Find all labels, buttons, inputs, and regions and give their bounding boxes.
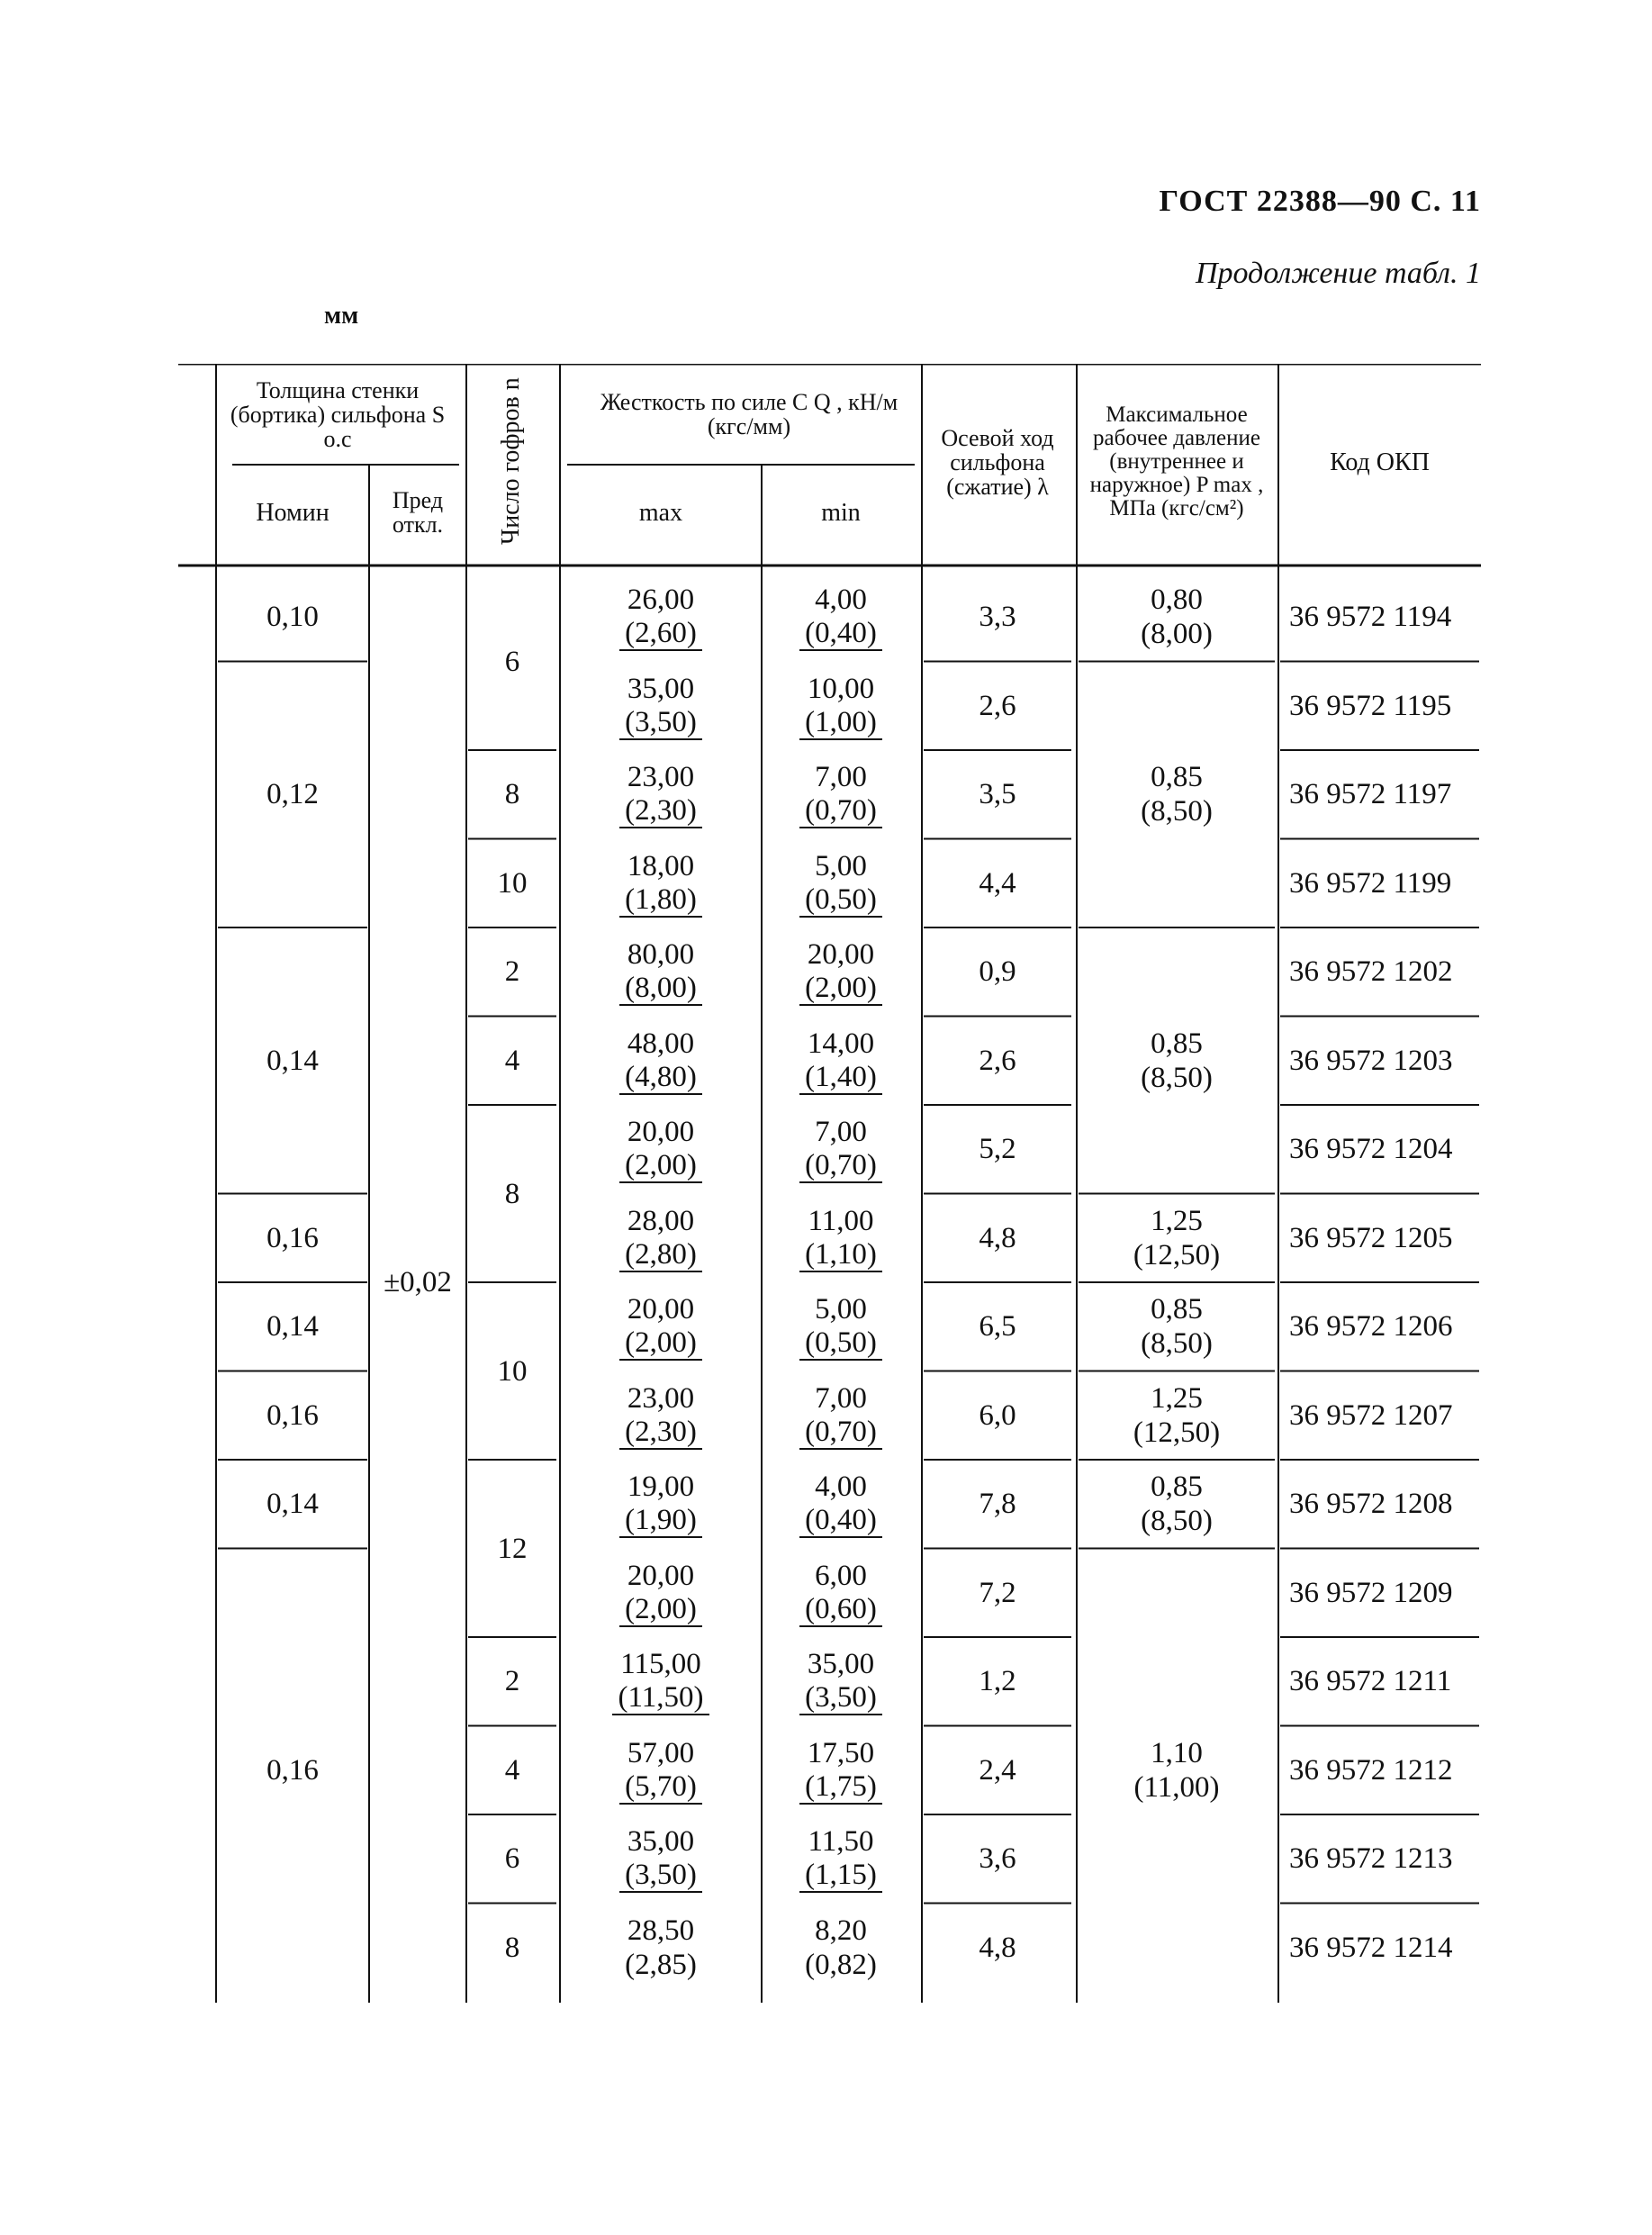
okp-code-value: 36 9572 1203	[1289, 1044, 1453, 1077]
stiffness-max-kgs: (1,80)	[619, 883, 702, 918]
axial-stroke-cell	[922, 1726, 1073, 1815]
axial-stroke-value: 4,8	[979, 1931, 1016, 1964]
okp-code-value: 36 9572 1199	[1289, 866, 1452, 900]
stiffness-max-kgs: (1,90)	[619, 1504, 702, 1538]
axial-stroke-value: 4,4	[979, 866, 1016, 900]
stiffness-max-value: 20,00	[627, 1116, 695, 1149]
corrugation-count-value: 6	[504, 1842, 520, 1876]
stiffness-max-cell	[560, 1460, 762, 1549]
stiffness-min-cell	[762, 662, 920, 751]
pressure-mpa: 1,10	[1151, 1736, 1203, 1769]
pressure-cell	[1077, 1371, 1277, 1461]
corrugation-count-cell	[466, 839, 558, 928]
axial-stroke-value: 7,2	[979, 1576, 1016, 1609]
corrugation-count-value: 2	[504, 1665, 520, 1698]
okp-code-cell	[1278, 750, 1492, 839]
stiffness-max-cell	[560, 927, 762, 1017]
stiffness-max-kgs: (2,00)	[619, 1149, 702, 1183]
thickness-nominal-cell	[216, 1194, 369, 1283]
stiffness-min-value: 7,00	[815, 761, 867, 794]
axial-stroke-cell	[922, 1460, 1073, 1549]
thickness-nominal-value: 0,14	[266, 1044, 319, 1077]
tolerance-header	[369, 465, 466, 560]
axial-stroke-cell	[922, 927, 1073, 1017]
max-header-text: max	[638, 498, 683, 527]
stiffness-header-text: Жесткость по силе C Q , кН/м (кгс/мм)	[600, 389, 898, 439]
stiffness-max-cell	[560, 573, 762, 662]
okp-code-cell	[1278, 1017, 1492, 1106]
thickness-nominal-cell	[216, 573, 369, 662]
pressure-cell	[1077, 1194, 1277, 1283]
okp-code-value: 36 9572 1207	[1289, 1398, 1453, 1432]
pressure-kgs: (12,50)	[1133, 1416, 1221, 1449]
okp-code-cell	[1278, 1460, 1492, 1549]
stiffness-min-value: 4,00	[815, 1470, 867, 1504]
stiffness-min-kgs: (1,75)	[799, 1770, 882, 1805]
thickness-nominal-value: 0,10	[266, 601, 319, 634]
stiffness-min-kgs: (1,15)	[799, 1859, 882, 1893]
stiffness-max-kgs: (11,50)	[612, 1681, 709, 1715]
thickness-nominal-value: 0,14	[266, 1310, 319, 1344]
stiffness-min-value: 5,00	[815, 849, 867, 882]
stiffness-min-kgs: (0,70)	[799, 794, 882, 828]
tolerance-header-text: Пред откл.	[392, 487, 444, 538]
stiffness-min-kgs: (1,00)	[799, 706, 882, 740]
corrugation-count-cell	[466, 927, 558, 1017]
pressure-header-text: Максимальное рабочее давление (внутреннее и наружное) P max , МПа (кгс/см²)	[1089, 403, 1264, 520]
stiffness-max-cell	[560, 1371, 762, 1461]
okp-code-cell	[1278, 839, 1492, 928]
pressure-cell	[1077, 1282, 1277, 1371]
stiffness-max-cell	[560, 1017, 762, 1106]
corrugation-count-value: 8	[504, 778, 520, 811]
stiffness-max-cell	[560, 662, 762, 751]
pressure-kgs: (8,50)	[1141, 1505, 1213, 1538]
stiffness-max-cell	[560, 750, 762, 839]
axial-stroke-cell	[922, 1105, 1073, 1194]
stiffness-min-cell	[762, 1814, 920, 1904]
okp-header	[1278, 364, 1481, 560]
stiffness-min-kgs: (0,40)	[799, 617, 882, 651]
stiffness-min-kgs: (0,60)	[799, 1593, 882, 1627]
corrugation-count-cell	[466, 1726, 558, 1815]
stiffness-min-cell	[762, 1637, 920, 1726]
stiffness-max-kgs: (2,85)	[625, 1948, 697, 1981]
stiffness-min-kgs: (0,70)	[799, 1416, 882, 1450]
stiffness-max-cell	[560, 839, 762, 928]
stiffness-max-kgs: (2,60)	[619, 617, 702, 651]
corrugation-count-value: 6	[504, 645, 520, 678]
stiffness-max-value: 26,00	[627, 584, 695, 617]
thickness-nominal-value: 0,12	[266, 778, 319, 811]
axial-stroke-cell	[922, 750, 1073, 839]
stiffness-min-cell	[762, 1282, 920, 1371]
pressure-mpa: 0,85	[1151, 761, 1203, 794]
axial-stroke-cell	[922, 1814, 1073, 1904]
pressure-cell	[1077, 573, 1277, 662]
stiffness-min-value: 5,00	[815, 1293, 867, 1326]
stiffness-max-cell	[560, 1282, 762, 1371]
stiffness-min-kgs: (0,70)	[799, 1149, 882, 1183]
okp-code-value: 36 9572 1214	[1289, 1931, 1453, 1964]
stiffness-min-cell	[762, 1105, 920, 1194]
stiffness-header	[560, 364, 920, 465]
stiffness-min-cell	[762, 1194, 920, 1283]
okp-code-value: 36 9572 1208	[1289, 1488, 1453, 1521]
axial-stroke-header-text: Осевой ход сильфона (сжатие) λ	[941, 424, 1054, 500]
corrugation-count-value: 8	[504, 1177, 520, 1210]
stiffness-max-value: 19,00	[627, 1470, 695, 1504]
okp-code-value: 36 9572 1209	[1289, 1576, 1453, 1609]
thickness-nominal-cell	[216, 1282, 369, 1371]
axial-stroke-value: 2,4	[979, 1753, 1016, 1787]
axial-stroke-cell	[922, 1549, 1073, 1638]
axial-stroke-cell	[922, 1637, 1073, 1726]
corrugation-count-cell	[466, 573, 558, 750]
stiffness-max-cell	[560, 1105, 762, 1194]
stiffness-min-kgs: (0,50)	[799, 883, 882, 918]
axial-stroke-value: 0,9	[979, 955, 1016, 989]
okp-code-cell	[1278, 1726, 1492, 1815]
stiffness-min-kgs: (0,82)	[805, 1948, 877, 1981]
corrugation-count-cell	[466, 1637, 558, 1726]
thickness-nominal-cell	[216, 1460, 369, 1549]
axial-stroke-value: 2,6	[979, 1044, 1016, 1077]
stiffness-min-cell	[762, 1726, 920, 1815]
stiffness-min-value: 35,00	[807, 1648, 875, 1681]
pressure-mpa: 0,85	[1151, 1470, 1203, 1504]
pressure-mpa: 0,80	[1151, 584, 1203, 617]
axial-stroke-value: 5,2	[979, 1133, 1016, 1166]
corrugation-count-value: 4	[504, 1753, 520, 1787]
stiffness-min-value: 10,00	[807, 672, 875, 705]
corrugation-count-cell	[466, 1904, 558, 1993]
stiffness-max-cell	[560, 1549, 762, 1638]
axial-stroke-value: 2,6	[979, 689, 1016, 722]
stiffness-max-value: 115,00	[620, 1648, 701, 1681]
corrugation-count-cell	[466, 1460, 558, 1637]
okp-header-text: Код ОКП	[1330, 448, 1430, 476]
stiffness-max-cell	[560, 1814, 762, 1904]
stiffness-max-value: 57,00	[627, 1736, 695, 1769]
okp-code-value: 36 9572 1213	[1289, 1842, 1453, 1876]
axial-stroke-value: 3,6	[979, 1842, 1016, 1876]
okp-code-cell	[1278, 1904, 1492, 1993]
stiffness-max-value: 80,00	[627, 938, 695, 972]
stiffness-min-value: 17,50	[807, 1736, 875, 1769]
pressure-mpa: 0,85	[1151, 1293, 1203, 1326]
nominal-header	[216, 465, 369, 560]
wall-thickness-header-text: Толщина стенки (бортика) сильфона S о.с	[230, 376, 446, 452]
corrugations-header-text: Число гофров n	[497, 377, 525, 545]
okp-code-value: 36 9572 1211	[1289, 1665, 1452, 1698]
stiffness-max-kgs: (8,00)	[619, 972, 702, 1006]
stiffness-max-value: 20,00	[627, 1293, 695, 1326]
pressure-kgs: (8,50)	[1141, 795, 1213, 828]
stiffness-min-cell	[762, 1904, 920, 1993]
stiffness-min-value: 11,50	[808, 1825, 874, 1859]
axial-stroke-cell	[922, 1017, 1073, 1106]
okp-code-cell	[1278, 1637, 1492, 1726]
stiffness-max-kgs: (2,00)	[619, 1326, 702, 1361]
corrugations-header	[466, 364, 558, 560]
axial-stroke-cell	[922, 573, 1073, 662]
stiffness-max-kgs: (3,50)	[619, 706, 702, 740]
wall-thickness-header	[216, 364, 459, 465]
axial-stroke-cell	[922, 839, 1073, 928]
corrugation-count-value: 8	[504, 1931, 520, 1964]
corrugation-count-cell	[466, 1814, 558, 1904]
axial-stroke-cell	[922, 1194, 1073, 1283]
pressure-kgs: (8,50)	[1141, 1327, 1213, 1361]
stiffness-min-value: 14,00	[807, 1027, 875, 1060]
stiffness-min-cell	[762, 750, 920, 839]
stiffness-max-kgs: (2,30)	[619, 1416, 702, 1450]
okp-code-cell	[1278, 1549, 1492, 1638]
axial-stroke-value: 3,3	[979, 601, 1016, 634]
pressure-cell	[1077, 662, 1277, 928]
stiffness-min-kgs: (2,00)	[799, 972, 882, 1006]
okp-code-value: 36 9572 1206	[1289, 1310, 1453, 1344]
stiffness-min-cell	[762, 1017, 920, 1106]
stiffness-max-value: 18,00	[627, 849, 695, 882]
stiffness-min-value: 8,20	[815, 1914, 867, 1947]
stiffness-min-cell	[762, 573, 920, 662]
okp-code-value: 36 9572 1202	[1289, 955, 1453, 989]
stiffness-max-cell	[560, 1726, 762, 1815]
stiffness-max-kgs: (3,50)	[619, 1859, 702, 1893]
corrugation-count-value: 12	[497, 1532, 528, 1565]
thickness-nominal-value: 0,16	[266, 1221, 319, 1254]
stiffness-max-kgs: (5,70)	[619, 1770, 702, 1805]
okp-code-cell	[1278, 662, 1492, 751]
thickness-nominal-value: 0,16	[266, 1753, 319, 1787]
pressure-kgs: (8,50)	[1141, 1061, 1213, 1094]
corrugation-count-cell	[466, 1105, 558, 1282]
pressure-mpa: 1,25	[1151, 1381, 1203, 1415]
pressure-mpa: 1,25	[1151, 1204, 1203, 1237]
stiffness-min-kgs: (1,10)	[799, 1238, 882, 1272]
stiffness-max-kgs: (2,80)	[619, 1238, 702, 1272]
stiffness-max-kgs: (2,30)	[619, 794, 702, 828]
stiffness-max-value: 20,00	[627, 1559, 695, 1592]
pressure-cell	[1077, 1460, 1277, 1549]
stiffness-max-value: 35,00	[627, 1825, 695, 1859]
stiffness-max-value: 48,00	[627, 1027, 695, 1060]
thickness-nominal-cell	[216, 927, 369, 1194]
axial-stroke-value: 6,0	[979, 1398, 1016, 1432]
min-header-text: min	[821, 498, 861, 527]
stiffness-max-kgs: (2,00)	[619, 1593, 702, 1627]
stiffness-max-cell	[560, 1904, 762, 1993]
stiffness-min-value: 4,00	[815, 584, 867, 617]
okp-code-cell	[1278, 1814, 1492, 1904]
okp-code-value: 36 9572 1212	[1289, 1753, 1453, 1787]
thickness-nominal-cell	[216, 1549, 369, 1993]
stiffness-max-value: 28,50	[627, 1914, 695, 1947]
axial-stroke-value: 3,5	[979, 778, 1016, 811]
stiffness-min-value: 6,00	[815, 1559, 867, 1592]
stiffness-max-value: 28,00	[627, 1204, 695, 1237]
axial-stroke-header	[922, 364, 1073, 560]
stiffness-max-kgs: (4,80)	[619, 1061, 702, 1095]
pressure-cell	[1077, 927, 1277, 1194]
corrugation-count-cell	[466, 1282, 558, 1460]
unit-label: мм	[324, 302, 359, 330]
stiffness-min-cell	[762, 927, 920, 1017]
document-title: ГОСТ 22388—90 С. 11	[1159, 185, 1481, 218]
stiffness-min-value: 11,00	[808, 1204, 874, 1237]
axial-stroke-value: 6,5	[979, 1310, 1016, 1344]
thickness-nominal-value: 0,16	[266, 1398, 319, 1432]
stiffness-min-cell	[762, 1371, 920, 1461]
table-continuation-label: Продолжение табл. 1	[1195, 257, 1481, 290]
axial-stroke-cell	[922, 662, 1073, 751]
okp-code-cell	[1278, 1105, 1492, 1194]
stiffness-min-kgs: (0,40)	[799, 1504, 882, 1538]
pressure-kgs: (8,00)	[1141, 618, 1213, 651]
okp-code-value: 36 9572 1204	[1289, 1133, 1453, 1166]
max-header	[560, 465, 762, 560]
thickness-nominal-cell	[216, 662, 369, 928]
stiffness-min-cell	[762, 1549, 920, 1638]
stiffness-min-cell	[762, 839, 920, 928]
pressure-cell	[1077, 1549, 1277, 1993]
corrugation-count-cell	[466, 1017, 558, 1106]
stiffness-min-kgs: (1,40)	[799, 1061, 882, 1095]
nominal-header-text: Номин	[256, 498, 329, 527]
stiffness-min-cell	[762, 1460, 920, 1549]
stiffness-min-kgs: (3,50)	[799, 1681, 882, 1715]
okp-code-cell	[1278, 1282, 1492, 1371]
stiffness-max-cell	[560, 1637, 762, 1726]
stiffness-min-value: 7,00	[815, 1116, 867, 1149]
corrugation-count-value: 10	[497, 866, 528, 900]
okp-code-value: 36 9572 1197	[1289, 778, 1452, 811]
axial-stroke-value: 7,8	[979, 1488, 1016, 1521]
axial-stroke-cell	[922, 1371, 1073, 1461]
okp-code-cell	[1278, 573, 1492, 662]
axial-stroke-cell	[922, 1904, 1073, 1993]
min-header	[762, 465, 920, 560]
thickness-nominal-value: 0,14	[266, 1488, 319, 1521]
corrugation-count-value: 4	[504, 1044, 520, 1077]
corrugation-count-cell	[466, 750, 558, 839]
okp-code-cell	[1278, 927, 1492, 1017]
okp-code-cell	[1278, 1194, 1492, 1283]
bellows-parameters-table	[178, 364, 1481, 2007]
thickness-nominal-cell	[216, 1371, 369, 1461]
corrugation-count-value: 2	[504, 955, 520, 989]
pressure-kgs: (12,50)	[1133, 1238, 1221, 1271]
stiffness-min-value: 20,00	[807, 938, 875, 972]
okp-code-value: 36 9572 1195	[1289, 689, 1452, 722]
pressure-kgs: (11,00)	[1133, 1770, 1220, 1804]
stiffness-max-value: 23,00	[627, 1381, 695, 1415]
axial-stroke-value: 4,8	[979, 1221, 1016, 1254]
okp-code-cell	[1278, 1371, 1492, 1461]
corrugation-count-value: 10	[497, 1354, 528, 1388]
axial-stroke-value: 1,2	[979, 1665, 1016, 1698]
axial-stroke-cell	[922, 1282, 1073, 1371]
okp-code-value: 36 9572 1205	[1289, 1221, 1453, 1254]
okp-code-value: 36 9572 1194	[1289, 601, 1452, 634]
tolerance-cell	[369, 573, 466, 1992]
stiffness-max-cell	[560, 1194, 762, 1283]
pressure-mpa: 0,85	[1151, 1027, 1203, 1060]
stiffness-max-value: 23,00	[627, 761, 695, 794]
stiffness-min-kgs: (0,50)	[799, 1326, 882, 1361]
stiffness-min-value: 7,00	[815, 1381, 867, 1415]
stiffness-max-value: 35,00	[627, 672, 695, 705]
pressure-header	[1077, 364, 1277, 560]
tolerance-value: ±0,02	[384, 1266, 452, 1298]
